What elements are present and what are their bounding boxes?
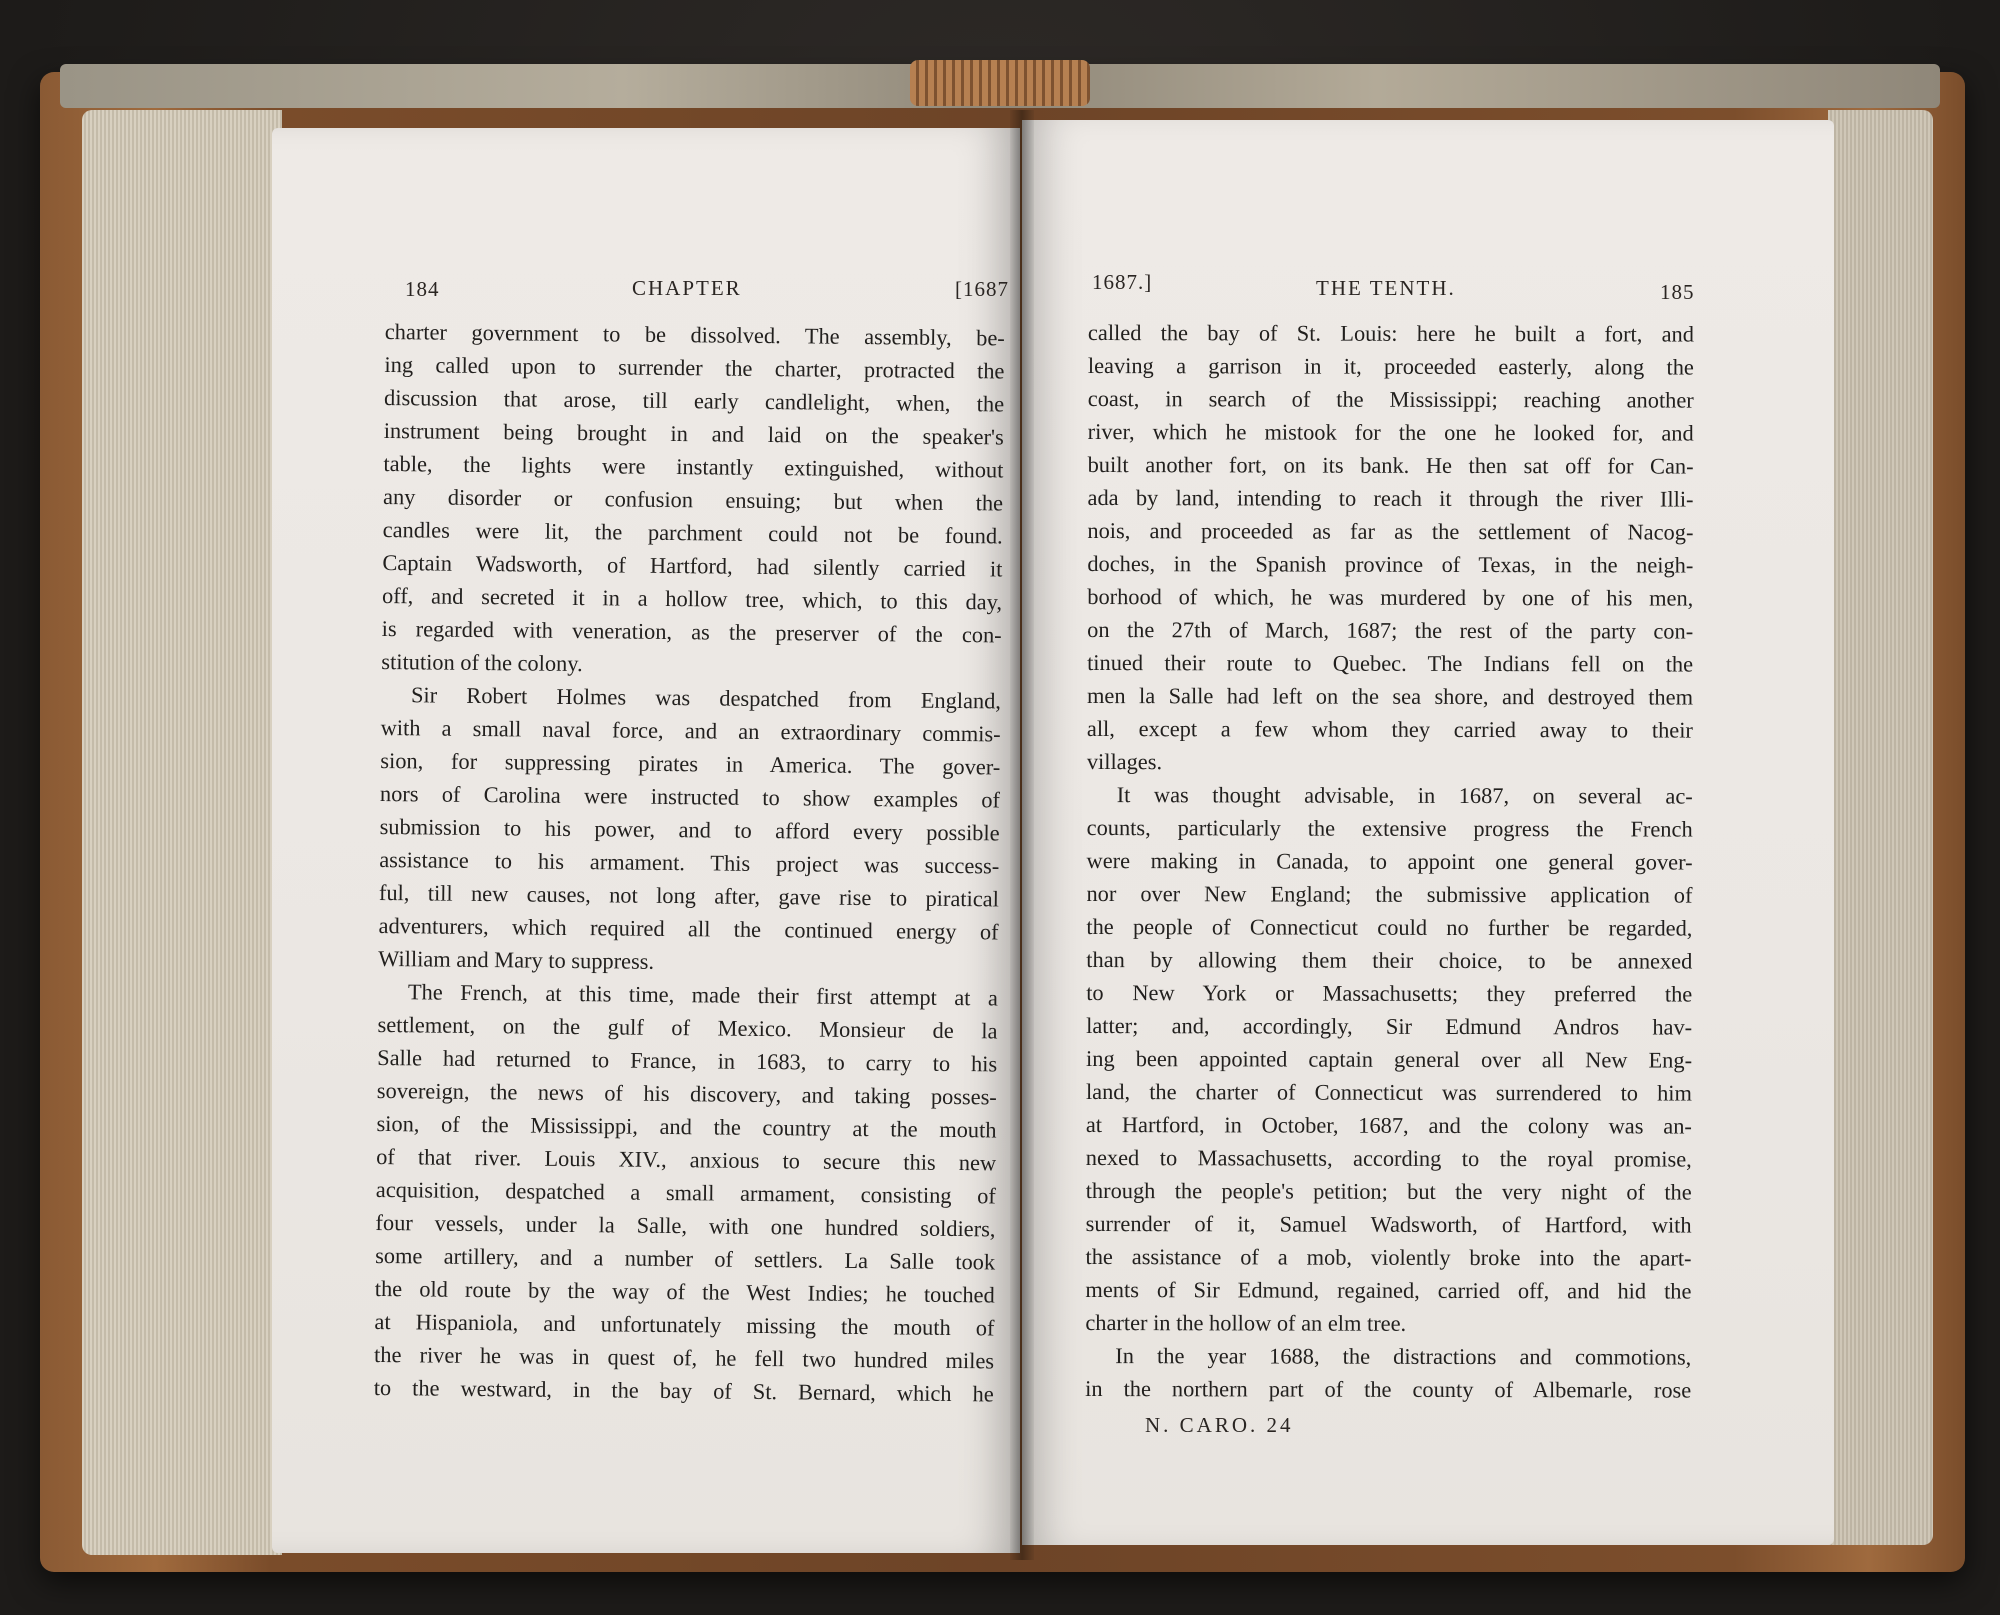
text-line: adventurers, which required all the continued energy of: [378, 912, 999, 945]
left-running-title: CHAPTER: [632, 276, 742, 300]
book-gutter: [1010, 110, 1034, 1560]
text-line: at Hispaniola, and unfortunately missing the mouth of: [374, 1308, 995, 1341]
text-line: on the 27th of March, 1687; the rest of the party con-: [1087, 616, 1694, 644]
text-line: off, and secreted it in a hollow tree, which, to this day,: [381, 582, 1003, 615]
text-line: Sir Robert Holmes was despatched from England,: [410, 682, 1002, 714]
text-line: latter; and, accordingly, Sir Edmund Andros hav-: [1086, 1012, 1693, 1040]
text-line: borhood of which, he was murdered by one of his men,: [1087, 583, 1694, 611]
right-running-year: 1687.]: [1092, 270, 1153, 294]
right-running-title: THE TENTH.: [1316, 276, 1456, 300]
text-line: ments of Sir Edmund, regained, carried off, and hid the: [1085, 1276, 1692, 1304]
left-page-edges: [82, 110, 282, 1555]
text-line: villages.: [1086, 748, 1163, 775]
text-line: men la Salle had left on the sea shore, and destroyed them: [1086, 682, 1694, 710]
text-line: stitution of the colony.: [381, 648, 583, 677]
text-line: counts, particularly the extensive progress the French: [1086, 814, 1693, 842]
text-line: coast, in search of the Mississippi; reaching another: [1087, 385, 1694, 413]
text-line: some artillery, and a number of settlers. La Salle took: [375, 1242, 996, 1275]
text-line: ada by land, intending to reach it through the river Illi-: [1087, 484, 1694, 512]
text-line: acquisition, despatched a small armament, consisting of: [375, 1176, 996, 1209]
text-line: sovereign, the news of his discovery, and taking posses-: [376, 1077, 997, 1110]
left-body-text: [374, 315, 1005, 1410]
text-line: William and Mary to suppress.: [378, 945, 655, 974]
text-line: the river he was in quest of, he fell two hundred miles: [373, 1341, 995, 1374]
text-line: river, which he mistook for the one he looked for, and: [1087, 418, 1694, 446]
text-line: were making in Canada, to appoint one general gover-: [1086, 847, 1693, 875]
text-line: ing been appointed captain general over all New Eng-: [1086, 1045, 1693, 1073]
text-line: sion, of the Mississippi, and the country at the mouth: [376, 1110, 997, 1143]
text-line: charter government to be dissolved. The assembly, be-: [384, 318, 1005, 351]
text-line: leaving a garrison in it, proceeded easterly, along the: [1087, 352, 1694, 380]
text-line: in the northern part of the county of Albemarle, rose: [1085, 1375, 1692, 1403]
text-line: ful, till new causes, not long after, gave rise to piratical: [378, 879, 1000, 912]
text-line: submission to his power, and to afford every possible: [379, 813, 1000, 846]
text-line: table, the lights were instantly extinguished, without: [383, 450, 1004, 483]
text-line: the old route by the way of the West Indies; he touched: [374, 1275, 995, 1308]
text-line: to the westward, in the bay of St. Bernard, which he: [373, 1374, 994, 1407]
text-line: built another fort, on its bank. He then sat off for Can-: [1087, 451, 1694, 479]
text-line: assistance to his armament. This project was success-: [379, 846, 1000, 879]
text-line: to New York or Massachusetts; they preferred the: [1086, 979, 1693, 1007]
text-line: the people of Connecticut could no further be regarded,: [1086, 913, 1693, 941]
text-line: through the people's petition; but the very night of the: [1085, 1177, 1692, 1205]
text-line: nor over New England; the submissive application of: [1086, 880, 1693, 908]
text-line: instrument being brought in and laid on the speaker's: [383, 417, 1004, 450]
text-line: Captain Wadsworth, of Hartford, had silently carried it: [382, 549, 1003, 582]
text-line: tinued their route to Quebec. The Indians fell on the: [1087, 649, 1694, 677]
text-line: doches, in the Spanish province of Texas, in the neigh-: [1087, 550, 1694, 578]
left-page-number: 184: [405, 277, 440, 301]
text-line: settlement, on the gulf of Mexico. Monsieur de la: [377, 1011, 998, 1044]
text-line: of that river. Louis XIV., anxious to secure this new: [376, 1143, 997, 1176]
text-line: nors of Carolina were instructed to show examples of: [379, 780, 1001, 813]
text-line: ing called upon to surrender the charter, protracted the: [384, 351, 1005, 384]
text-line: nois, and proceeded as far as the settlement of Nacog-: [1087, 517, 1694, 545]
text-line: nexed to Massachusetts, according to the royal promise,: [1085, 1144, 1692, 1172]
text-line: charter in the hollow of an elm tree.: [1085, 1309, 1407, 1336]
text-line: sion, for suppressing pirates in America. The gover-: [380, 747, 1001, 780]
text-line: Salle had returned to France, in 1683, to carry to his: [377, 1044, 998, 1077]
left-running-year: [1687: [955, 277, 1009, 301]
text-line: land, the charter of Connecticut was surrendered to him: [1085, 1078, 1693, 1106]
spine-headcap: [910, 60, 1090, 106]
text-line: In the year 1688, the distractions and commotions,: [1115, 1343, 1692, 1370]
text-line: at Hartford, in October, 1687, and the colony was an-: [1085, 1111, 1692, 1139]
right-page-edges: [1828, 110, 1933, 1545]
text-line: called the bay of St. Louis: here he built a fort, and: [1087, 320, 1694, 347]
right-body-text: [1085, 316, 1694, 1407]
text-line: discussion that arose, till early candlelight, when, the: [384, 384, 1005, 417]
signature-mark: N. CARO. 24: [1145, 1413, 1294, 1437]
text-line: is regarded with veneration, as the preserver of the con-: [381, 615, 1002, 648]
text-line: candles were lit, the parchment could not be found.: [382, 516, 1003, 549]
text-line: surrender of it, Samuel Wadsworth, of Hartford, with: [1085, 1210, 1692, 1238]
text-line: four vessels, under la Salle, with one hundred soldiers,: [375, 1209, 996, 1242]
text-line: any disorder or confusion ensuing; but when the: [382, 483, 1004, 516]
right-page-number: 185: [1660, 280, 1695, 304]
text-line: with a small naval force, and an extraordinary commis-: [380, 714, 1001, 747]
text-line: the assistance of a mob, violently broke into the apart-: [1085, 1243, 1692, 1271]
text-line: than by allowing them their choice, to be annexed: [1086, 946, 1693, 974]
text-line: It was thought advisable, in 1687, on several ac-: [1116, 782, 1693, 809]
text-line: The French, at this time, made their first attempt at a: [407, 979, 999, 1011]
text-line: all, except a few whom they carried away to their: [1086, 715, 1693, 743]
